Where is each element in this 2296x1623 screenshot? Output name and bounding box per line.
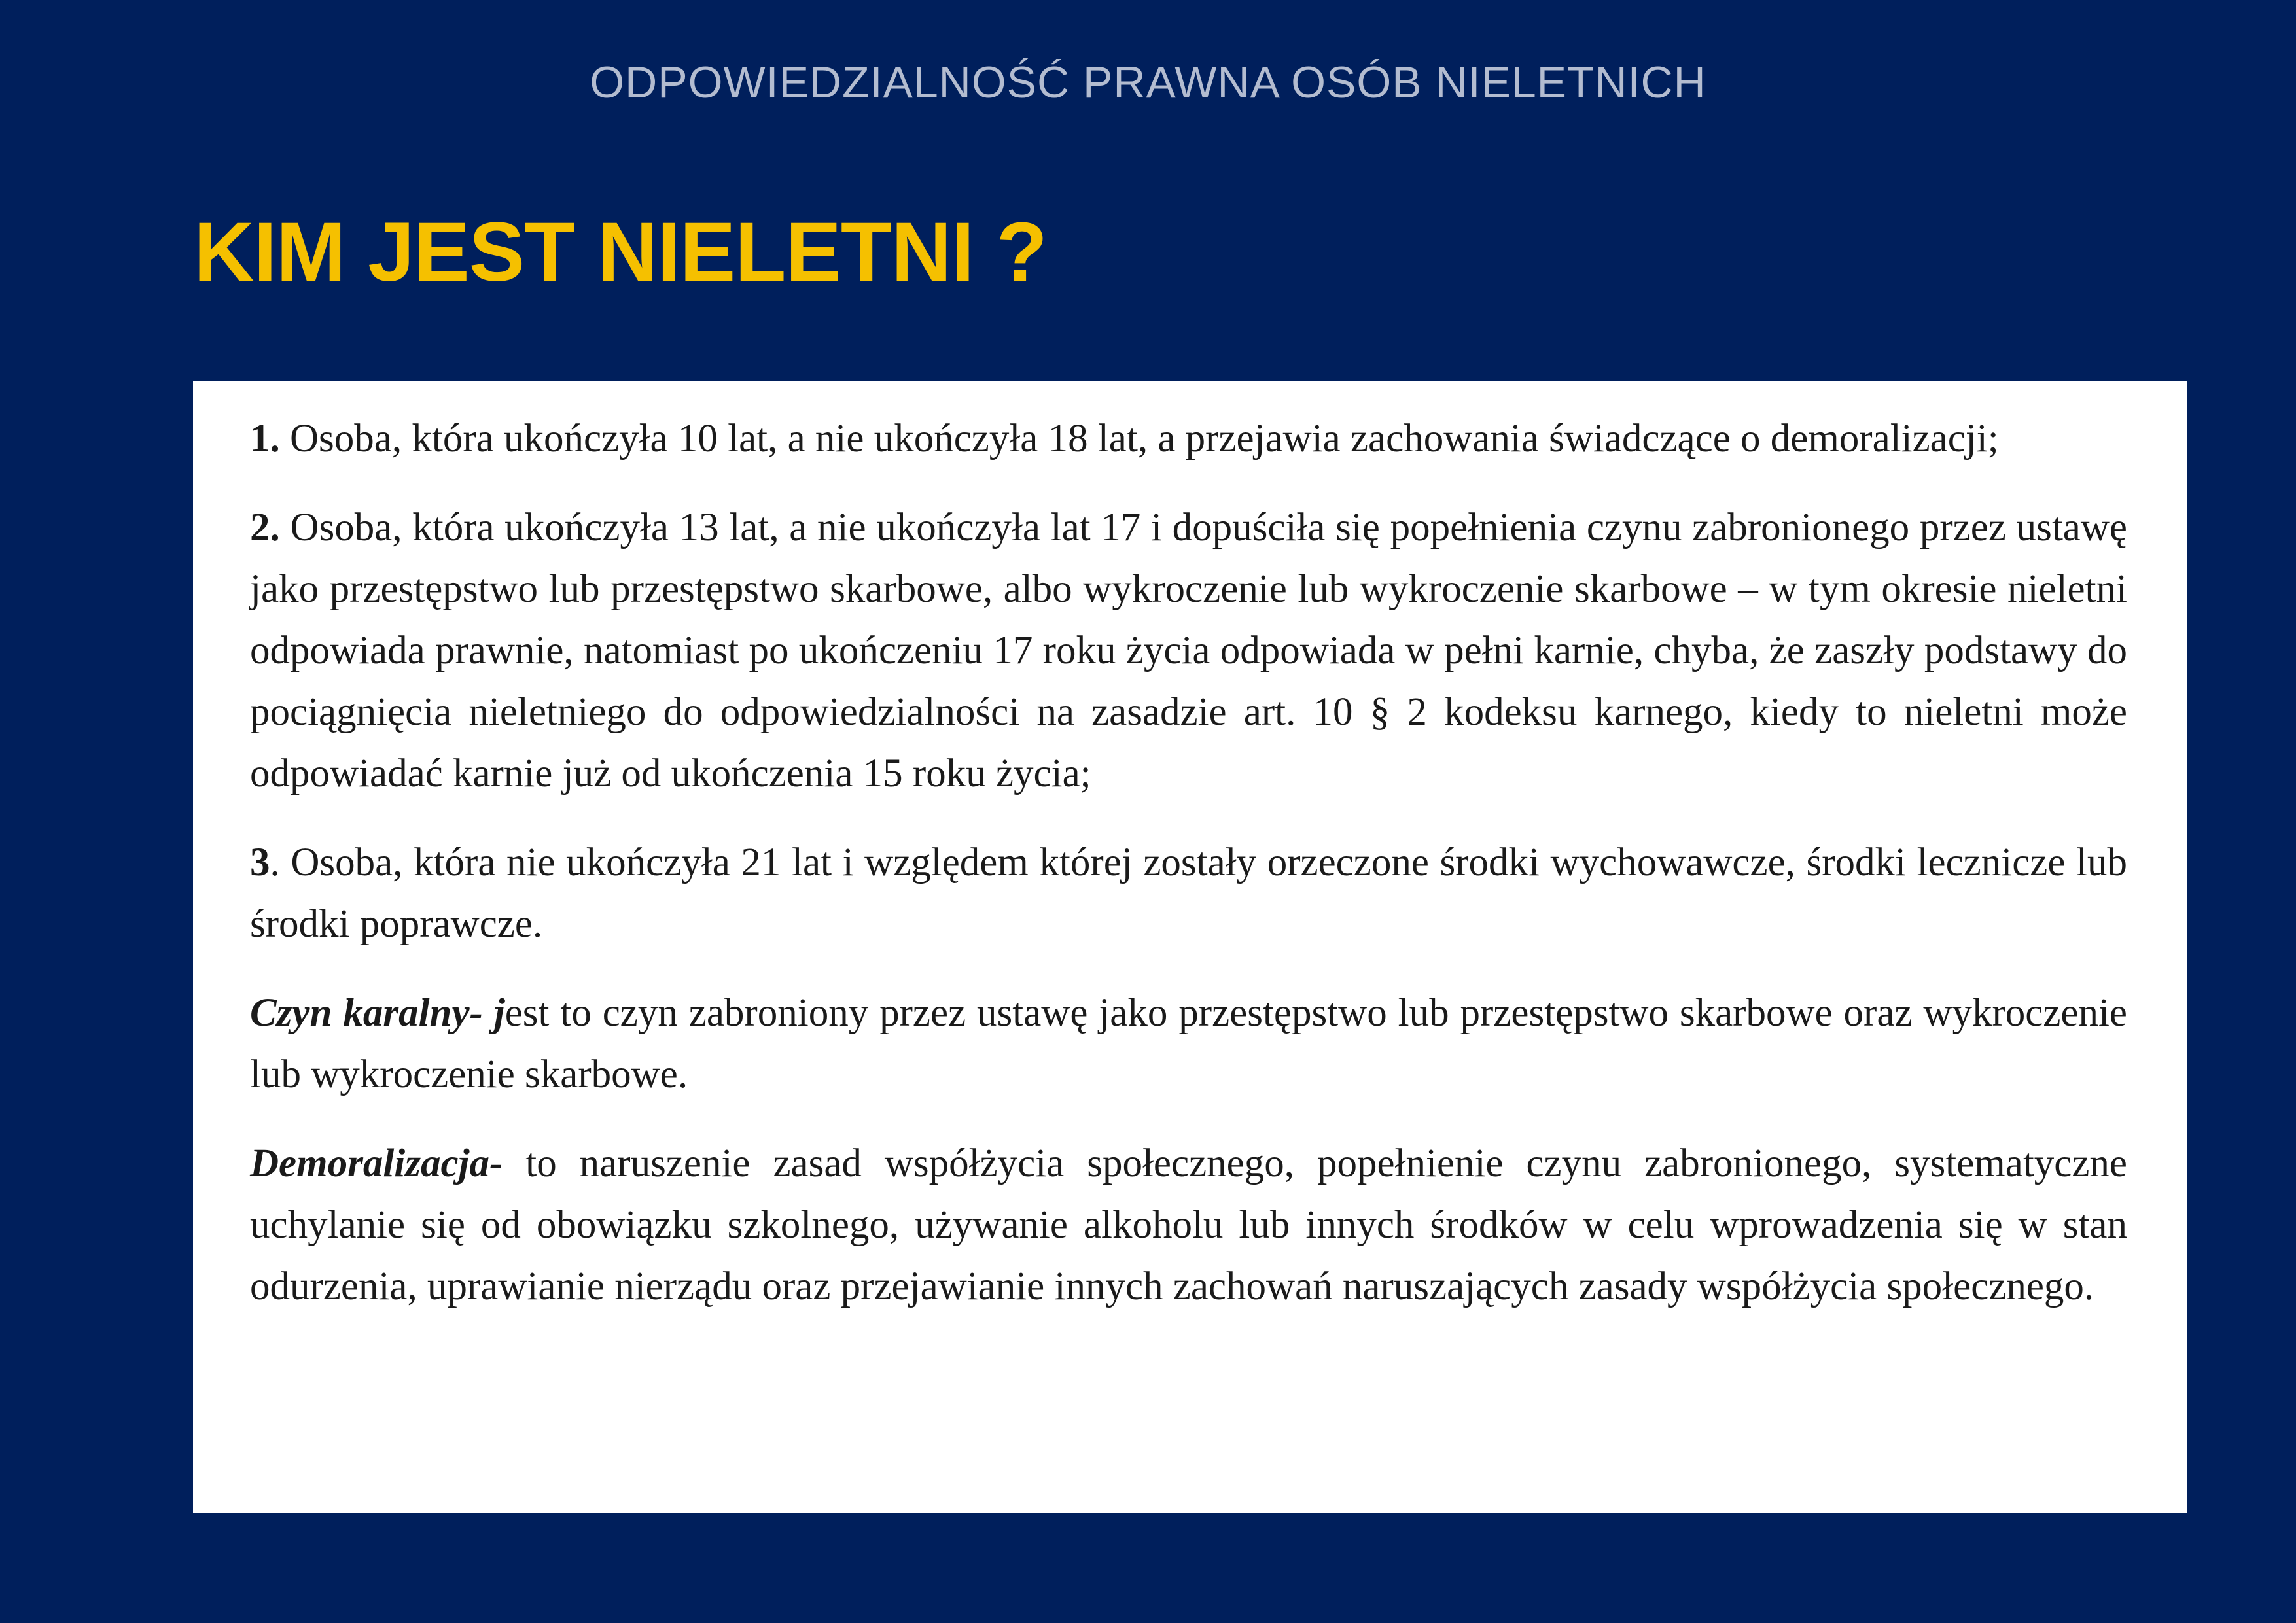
definition-demoralizacja: [250, 1133, 2127, 1318]
list-item-1: [250, 408, 2127, 470]
definition-text: est to czyn zabroniony przez ustawę jako przestępstwo lub przestępstwo skarbowe oraz wykroczenie lub wykroczenie skarbowe.: [250, 991, 2128, 1096]
header-title: ODPOWIEDZIALNOŚĆ PRAWNA OSÓB NIELETNICH: [590, 58, 1706, 107]
item-text: . Osoba, która nie ukończyła 21 lat i względem której zostały orzeczone środki wychowawcze, środki lecznicze lub środki poprawcze.: [250, 841, 2127, 946]
item-number: 1.: [250, 417, 280, 461]
item-text: Osoba, która ukończyła 10 lat, a nie ukończyła 18 lat, a przejawia zachowania świadczące o demoralizacji;: [279, 417, 1999, 461]
definition-term: Czyn karalny- j: [250, 991, 505, 1035]
list-item-2: [250, 497, 2127, 805]
slide-title: KIM JEST NIELETNI ?: [194, 205, 1047, 299]
list-item-3: [250, 832, 2127, 955]
item-text: Osoba, która ukończyła 13 lat, a nie ukończyła lat 17 i dopuściła się popełnienia czynu zabronionego przez ustawę jako przestępstwo lub przestępstwo skarbowe, albo wykroczenie lub wykroczenie skarbowe – w tym okresie nieletni odpowiada prawnie, natomiast po ukończeniu 17 roku życia odpowiada w pełni karnie, chyba, że zaszły podstawy do pociągnięcia nieletniego do odpowiedzialności na zasadzie art. 10 § 2 kodeksu karnego, kiedy to nieletni może odpowiadać karnie już od ukończenia 15 roku życia;: [250, 506, 2127, 795]
item-number: 3: [250, 841, 270, 884]
definition-text: to naruszenie zasad współżycia społecznego, popełnienie czynu zabronionego, systematyczne uchylanie się od obowiązku szkolnego, używanie alkoholu lub innych środków w celu wprowadzenia się w stan odurzenia, uprawianie nierządu oraz przejawianie innych zachowań naruszających zasady współżycia społecznego.: [250, 1142, 2127, 1308]
definition-term: Demoralizacja-: [250, 1142, 503, 1185]
content-box: [193, 381, 2187, 1513]
item-number: 2.: [250, 506, 280, 550]
definition-czyn-karalny: [250, 983, 2127, 1106]
